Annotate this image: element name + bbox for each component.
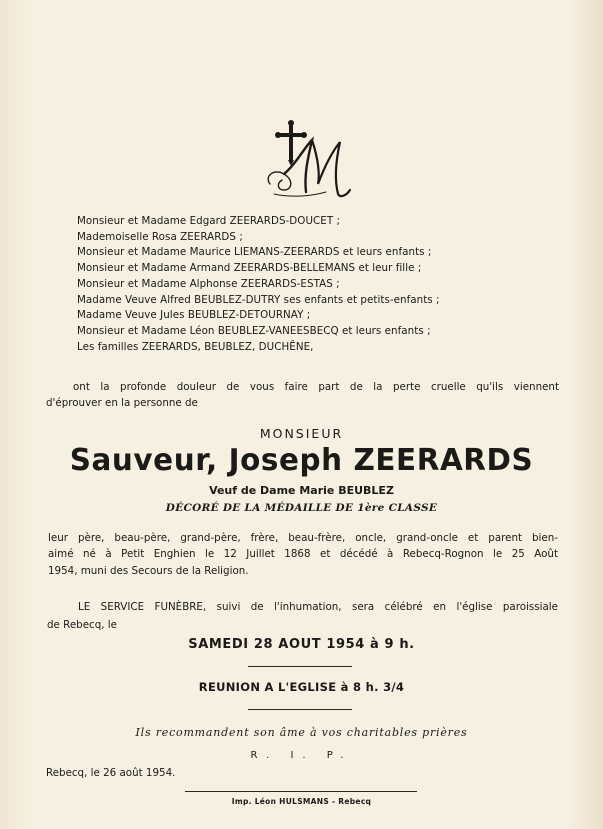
family-line: Monsieur et Madame Alphonse ZEERARDS-ESTAS ; bbox=[77, 277, 340, 290]
printer-credit: Imp. Léon HULSMANS - Rebecq bbox=[231, 797, 372, 806]
bio-line-3: 1954, muni des Secours de la Religion. bbox=[48, 565, 249, 577]
family-line: Les familles ZEERARDS, BEUBLEZ, DUCHÊNE, bbox=[77, 340, 314, 353]
bio-line-1: leur père, beau-père, grand-père, frère, beau-frère, oncle, grand-oncle et parent bien- bbox=[48, 532, 558, 544]
place-date: Rebecq, le 26 août 1954. bbox=[46, 767, 176, 779]
decoration-line: DÉCORÉ DE LA MÉDAILLE DE 1ère CLASSE bbox=[165, 502, 438, 514]
family-list bbox=[77, 214, 557, 355]
service-line-1: LE SERVICE FUNÈBRE, suivi de l'inhumation, sera célébré en l'église paroissiale bbox=[78, 601, 558, 613]
service-line-2: de Rebecq, le bbox=[47, 619, 117, 631]
intro-line-2: d'éprouver en la personne de bbox=[46, 397, 198, 409]
cross-m-monogram-icon bbox=[262, 118, 352, 200]
family-line: Madame Veuve Jules BEUBLEZ-DETOURNAY ; bbox=[77, 309, 311, 322]
divider bbox=[248, 709, 352, 710]
reunion-line: REUNION A L'EGLISE à 8 h. 3/4 bbox=[198, 680, 405, 694]
prayer-line: Ils recommandent son âme à vos charitables prières bbox=[135, 726, 468, 739]
deceased-title: MONSIEUR bbox=[259, 426, 344, 441]
rip-line: R. I. P. bbox=[250, 750, 353, 761]
bio-line-2: aimé né à Petit Enghien le 12 Juillet 1868 et décédé à Rebecq-Rognon le 25 Août bbox=[48, 548, 558, 560]
family-line: Monsieur et Madame Armand ZEERARDS-BELLEMANS et leur fille ; bbox=[77, 262, 422, 275]
footer-divider bbox=[185, 791, 417, 792]
service-date: SAMEDI 28 AOUT 1954 à 9 h. bbox=[188, 637, 415, 652]
widower-line: Veuf de Dame Marie BEUBLEZ bbox=[209, 484, 394, 497]
family-line: Mademoiselle Rosa ZEERARDS ; bbox=[77, 230, 243, 243]
deceased-name: Sauveur, Joseph ZEERARDS bbox=[69, 443, 534, 478]
divider bbox=[248, 666, 352, 667]
family-line: Monsieur et Madame Maurice LIEMANS-ZEERARDS et leurs enfants ; bbox=[77, 246, 432, 259]
family-line: Monsieur et Madame Edgard ZEERARDS-DOUCET ; bbox=[77, 215, 341, 227]
family-line: Madame Veuve Alfred BEUBLEZ-DUTRY ses enfants et petits-enfants ; bbox=[77, 293, 440, 306]
family-line: Monsieur et Madame Léon BEUBLEZ-VANEESBECQ et leurs enfants ; bbox=[77, 324, 431, 337]
intro-line-1: ont la profonde douleur de vous faire part de la perte cruelle qu'ils viennent bbox=[73, 381, 559, 393]
